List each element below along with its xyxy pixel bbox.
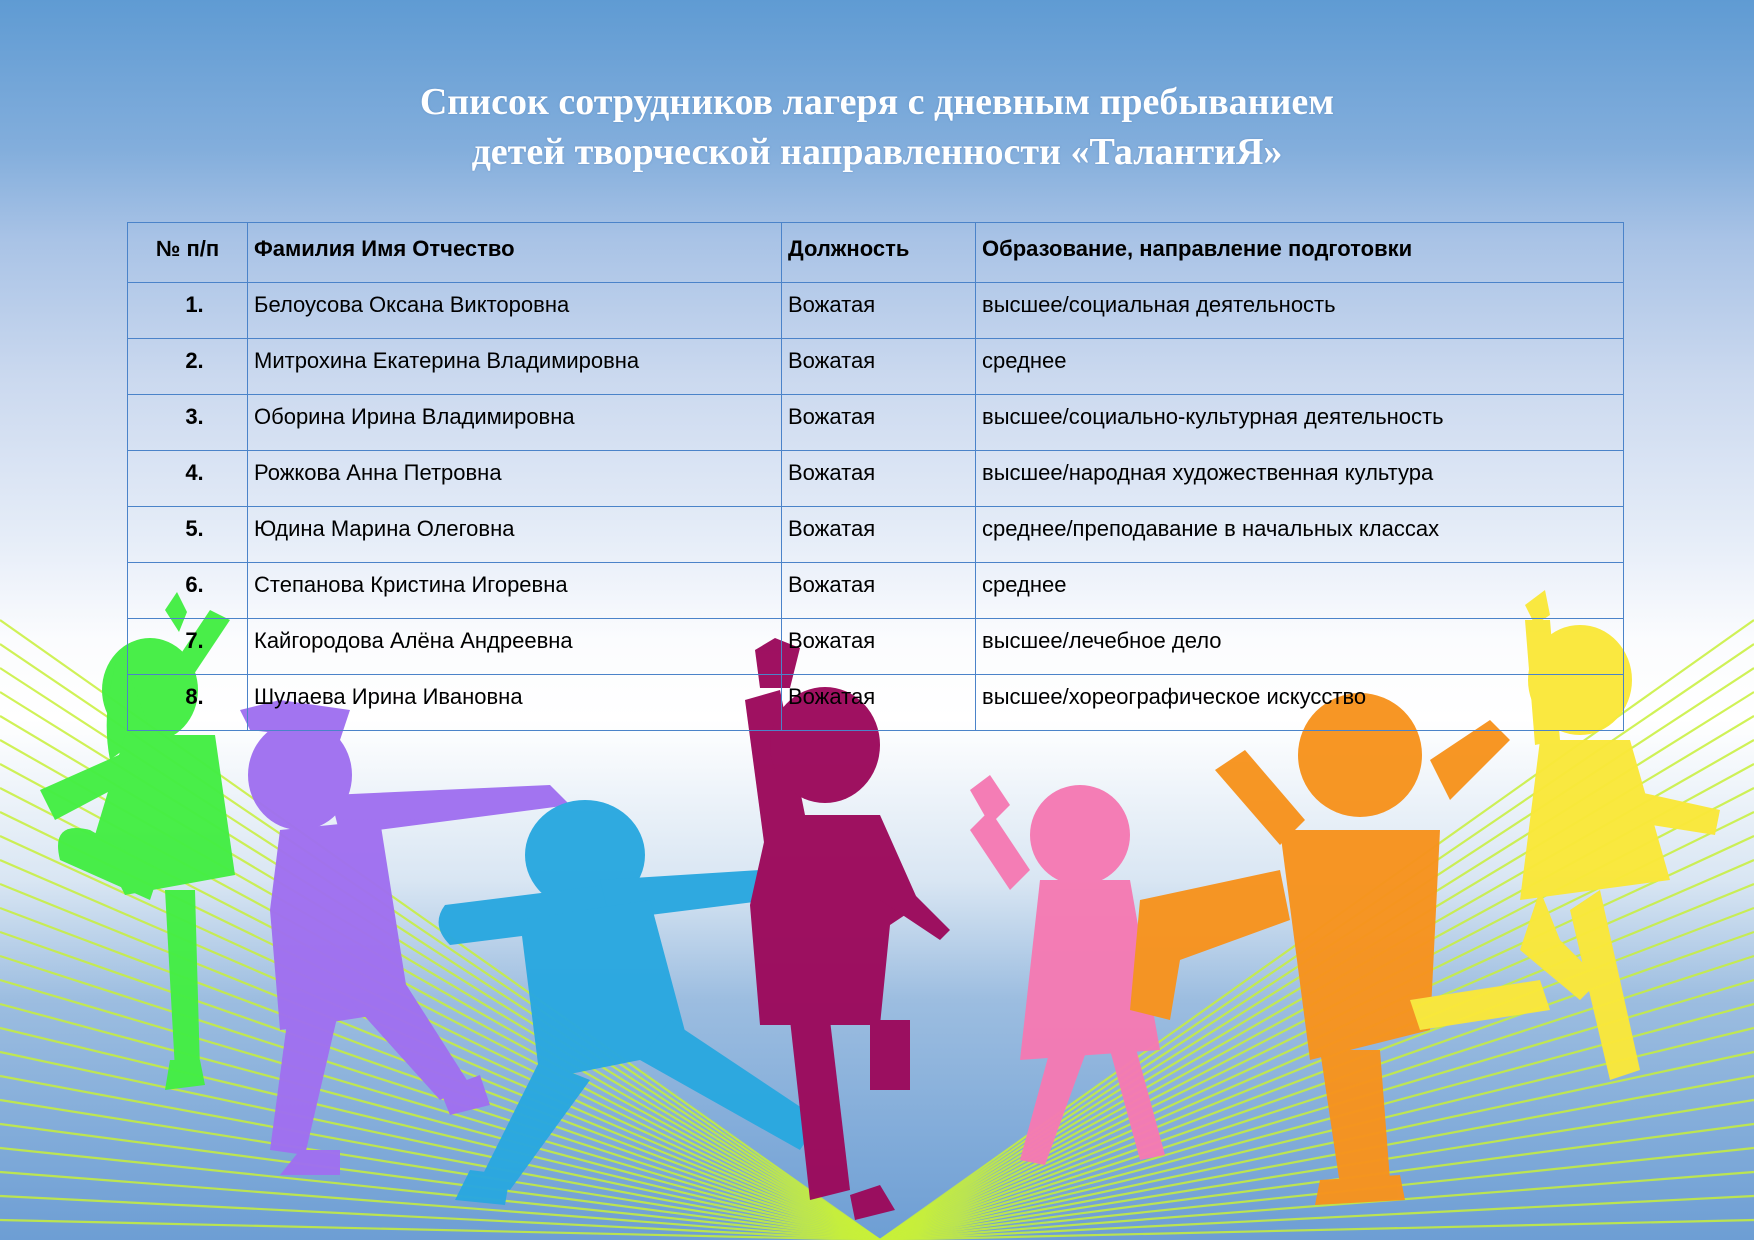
cell-position: Вожатая xyxy=(782,619,976,675)
cell-full-name: Митрохина Екатерина Владимировна xyxy=(248,339,782,395)
header-education: Образование, направление подготовки xyxy=(976,223,1624,283)
cell-number: 5. xyxy=(128,507,248,563)
cell-position: Вожатая xyxy=(782,675,976,731)
cell-number: 3. xyxy=(128,395,248,451)
cell-number: 7. xyxy=(128,619,248,675)
table-row xyxy=(128,563,1624,619)
cell-full-name: Степанова Кристина Игоревна xyxy=(248,563,782,619)
cell-position: Вожатая xyxy=(782,395,976,451)
table-row xyxy=(128,507,1624,563)
staff-table xyxy=(127,222,1624,731)
table-row xyxy=(128,283,1624,339)
table-row xyxy=(128,395,1624,451)
orange-boy-silhouette xyxy=(1130,693,1510,1205)
table-row xyxy=(128,451,1624,507)
cell-education: высшее/народная художественная культура xyxy=(976,451,1624,507)
table-row xyxy=(128,339,1624,395)
cell-number: 6. xyxy=(128,563,248,619)
cell-education: высшее/лечебное дело xyxy=(976,619,1624,675)
table-row xyxy=(128,675,1624,731)
cell-full-name: Кайгородова Алёна Андреевна xyxy=(248,619,782,675)
cell-education: среднее/преподавание в начальных классах xyxy=(976,507,1624,563)
cell-number: 2. xyxy=(128,339,248,395)
cell-position: Вожатая xyxy=(782,283,976,339)
cell-education: высшее/социальная деятельность xyxy=(976,283,1624,339)
cell-position: Вожатая xyxy=(782,563,976,619)
table-header-row xyxy=(128,223,1624,283)
cell-full-name: Рожкова Анна Петровна xyxy=(248,451,782,507)
cell-education: среднее xyxy=(976,339,1624,395)
cell-education: среднее xyxy=(976,563,1624,619)
cell-full-name: Юдина Марина Олеговна xyxy=(248,507,782,563)
cell-position: Вожатая xyxy=(782,339,976,395)
cell-number: 4. xyxy=(128,451,248,507)
table-row xyxy=(128,619,1624,675)
cell-education: высшее/социально-культурная деятельность xyxy=(976,395,1624,451)
cell-education: высшее/хореографическое искусство xyxy=(976,675,1624,731)
cell-full-name: Белоусова Оксана Викторовна xyxy=(248,283,782,339)
cell-full-name: Шулаева Ирина Ивановна xyxy=(248,675,782,731)
cell-full-name: Оборина Ирина Владимировна xyxy=(248,395,782,451)
page-title-line-2: детей творческой направленности «ТалантиЯ» xyxy=(471,131,1283,173)
cell-position: Вожатая xyxy=(782,507,976,563)
cell-number: 8. xyxy=(128,675,248,731)
header-full-name: Фамилия Имя Отчество xyxy=(248,223,782,283)
header-number: № п/п xyxy=(128,223,248,283)
cell-number: 1. xyxy=(128,283,248,339)
cell-position: Вожатая xyxy=(782,451,976,507)
page-title-line-1: Список сотрудников лагеря с дневным пребыванием xyxy=(419,81,1335,123)
header-position: Должность xyxy=(782,223,976,283)
